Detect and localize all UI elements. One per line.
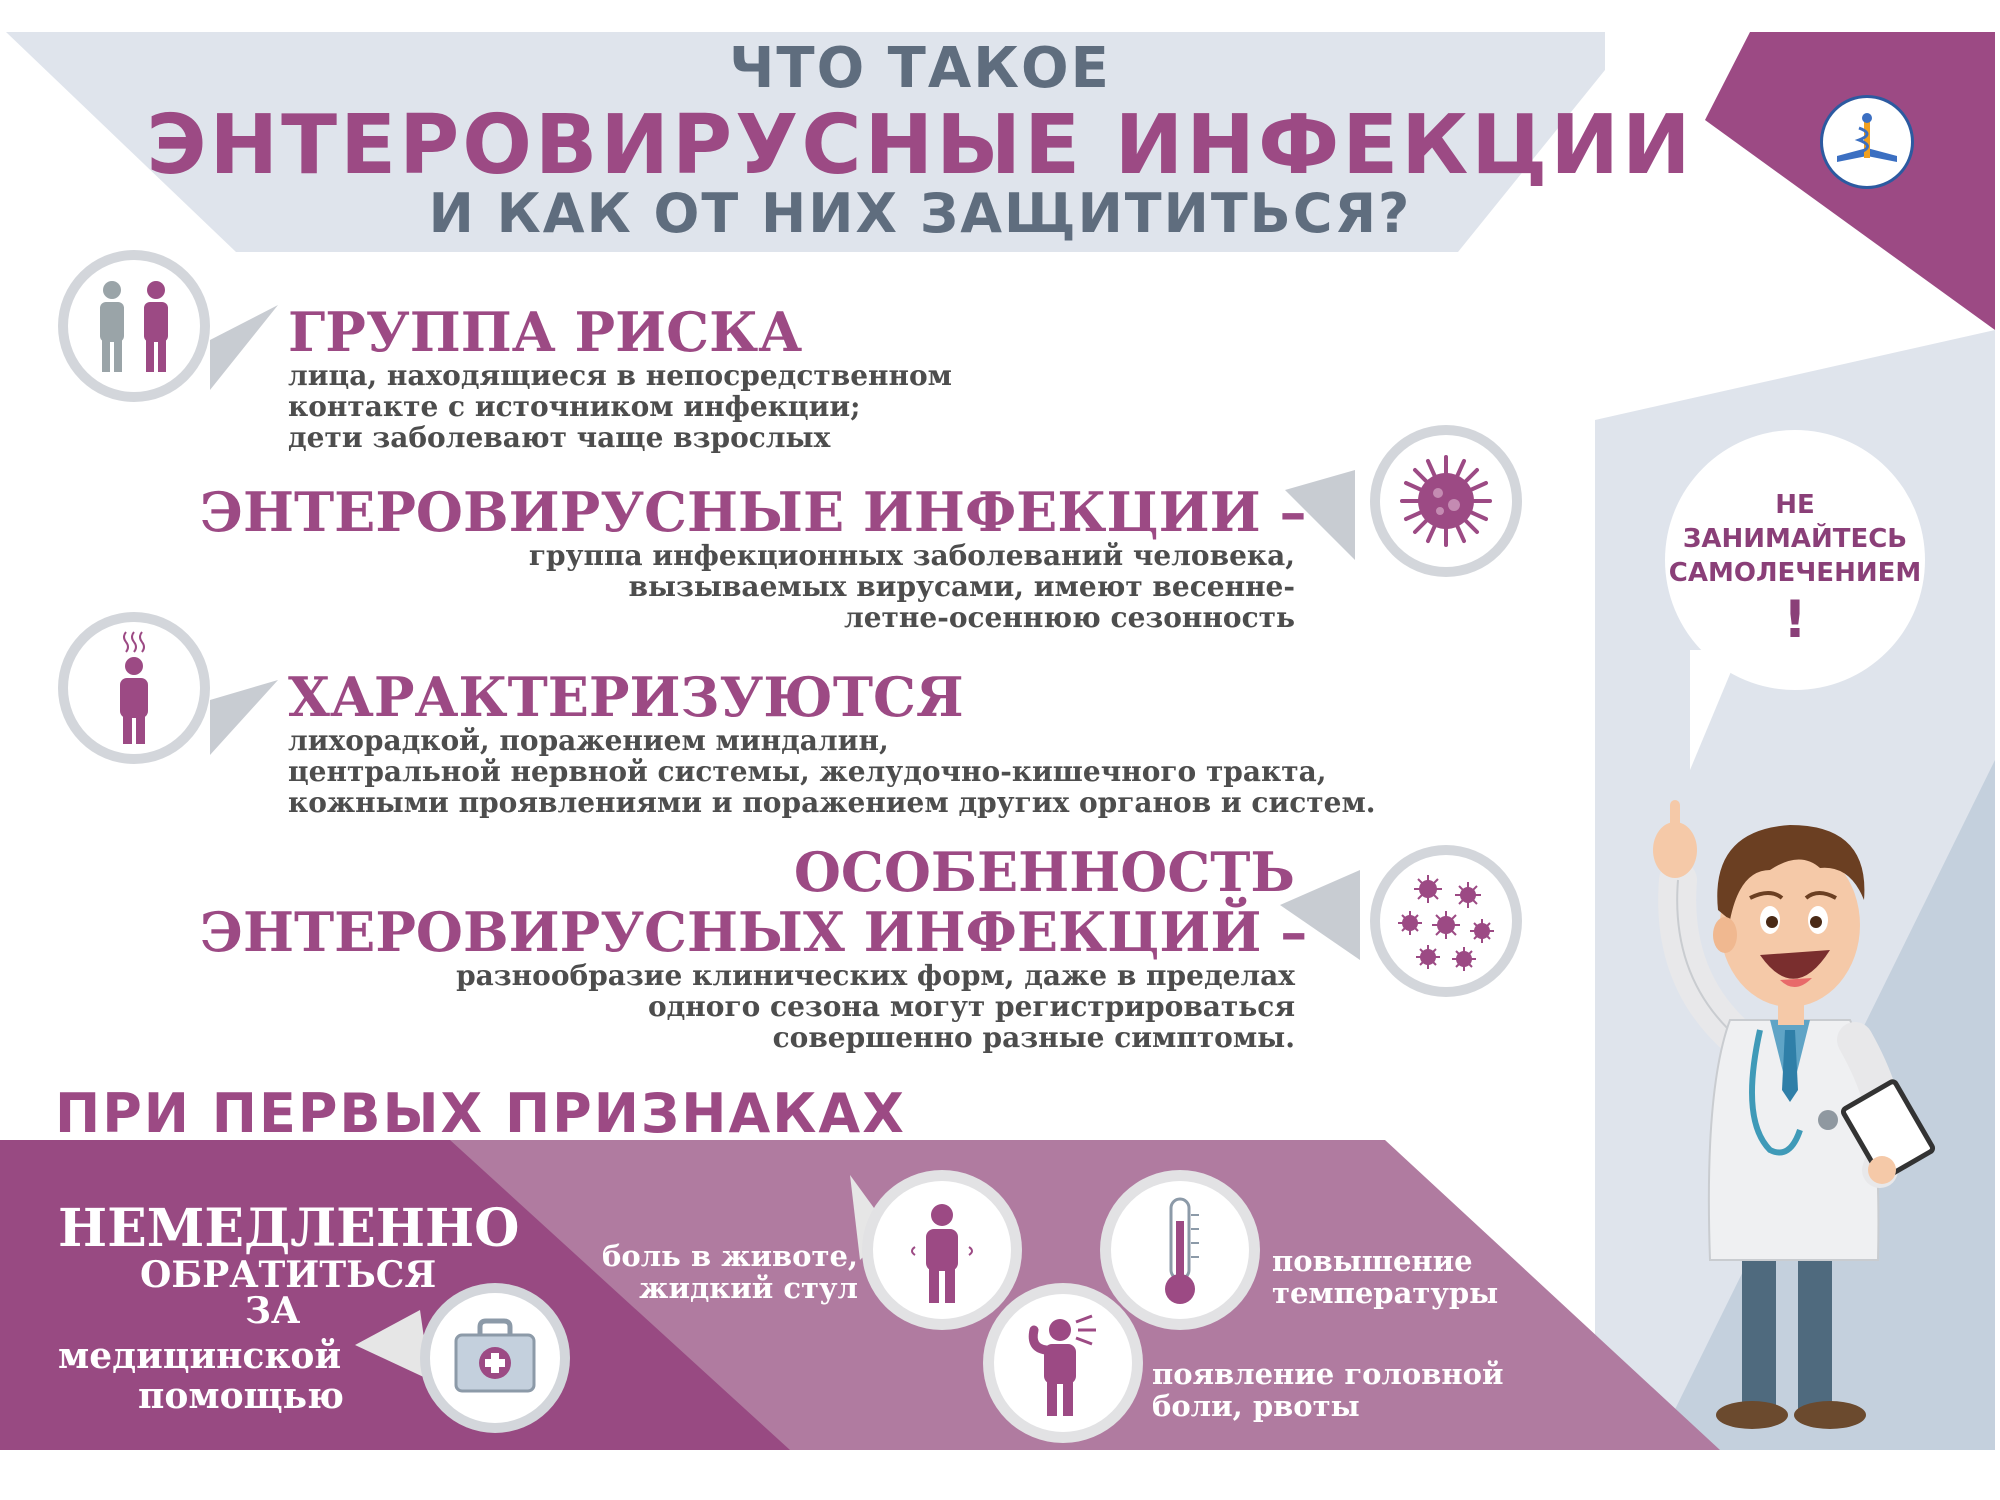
exclamation-mark: !: [1783, 590, 1807, 650]
text-line: дети заболевают чаще взрослых: [288, 421, 831, 454]
virus-icon-circle: [1370, 425, 1522, 577]
bubble-line: ЗАНИМАЙТЕСЬ: [1682, 524, 1908, 554]
characterized-text: [288, 725, 1376, 818]
text-line: разнообразие клинических форм, даже в пределах: [456, 959, 1295, 992]
title-line: ЭНТЕРОВИРУСНЫХ ИНФЕКЦИЙ –: [200, 900, 1308, 964]
virus-icon: [1380, 435, 1512, 567]
label-line: боль в животе,: [602, 1239, 858, 1273]
label-line: повышение: [1272, 1244, 1473, 1278]
people-icon: [68, 260, 200, 392]
doctor-illustration-icon: [1630, 790, 1970, 1450]
text-line: лица, находящиеся в непосредственном: [288, 359, 952, 392]
logo: [1820, 95, 1914, 189]
first-signs-title: ПРИ ПЕРВЫХ ПРИЗНАКАХ: [55, 1082, 906, 1145]
text-line: центральной нервной системы, желудочно-кишечного тракта,: [288, 755, 1327, 788]
bubble-line: САМОЛЕЧЕНИЕМ: [1668, 558, 1922, 588]
symptom-headache-label: [1152, 1358, 1503, 1422]
pointer-people: [210, 305, 278, 390]
section-title-enterovirus: ЭНТЕРОВИРУСНЫЕ ИНФЕКЦИИ –: [200, 480, 1307, 544]
stomach-ache-icon: [873, 1181, 1011, 1319]
bubble-line: НЕ: [1775, 490, 1815, 520]
header-line1: ЧТО ТАКОЕ: [729, 36, 1111, 101]
action-line-medical: медицинской: [58, 1335, 342, 1377]
action-line-help: помощью: [138, 1375, 344, 1417]
viruses-icon: [1380, 855, 1512, 987]
label-line: появление головной: [1152, 1357, 1504, 1391]
text-line: летне-осеннюю сезонность: [843, 601, 1295, 634]
section-title-feature: [200, 840, 1308, 964]
text-line: одного сезона могут регистрироваться: [647, 990, 1295, 1023]
header-line3: И КАК ОТ НИХ ЗАЩИТИТЬСЯ?: [428, 182, 1412, 245]
risk-group-text: [288, 360, 952, 453]
label-line: температуры: [1272, 1276, 1499, 1310]
header-title: ЭНТЕРОВИРУСНЫЕ ИНФЕКЦИИ: [146, 98, 1694, 193]
action-line-immediately: НЕМЕДЛЕННО: [58, 1198, 520, 1259]
action-line-contact: ОБРАТИТЬСЯ: [140, 1254, 437, 1296]
symptom-stomach-label: [560, 1240, 858, 1304]
label-line: боли, рвоты: [1152, 1389, 1360, 1423]
fever-person-icon-circle: [58, 612, 210, 764]
symptom-temperature-label: [1272, 1245, 1498, 1309]
label-line: жидкий стул: [639, 1271, 858, 1305]
text-line: кожными проявлениями и поражением других органов и систем.: [288, 786, 1376, 819]
text-line: совершенно разные симптомы.: [772, 1021, 1295, 1054]
headache-icon: [994, 1294, 1132, 1432]
section-title-characterized: ХАРАКТЕРИЗУЮТСЯ: [288, 665, 964, 729]
text-line: вызываемых вирусами, имеют весенне-: [628, 570, 1295, 603]
action-line-for: ЗА: [245, 1290, 301, 1332]
headache-circle: [983, 1283, 1143, 1443]
viruses-icon-circle: [1370, 845, 1522, 997]
enterovirus-text: [300, 540, 1295, 633]
speech-bubble-text: [1665, 488, 1925, 650]
pointer-fever: [210, 680, 278, 755]
logo-emblem-icon: [1823, 98, 1911, 186]
medical-kit-circle: [420, 1283, 570, 1433]
text-line: группа инфекционных заболеваний человека,: [528, 539, 1295, 572]
feature-text: [300, 960, 1295, 1053]
fever-person-icon: [68, 622, 200, 754]
text-line: контакте с источником инфекции;: [288, 390, 861, 423]
section-title-risk-group: ГРУППА РИСКА: [288, 300, 803, 364]
title-line: ОСОБЕННОСТЬ: [793, 840, 1295, 904]
text-line: лихорадкой, поражением миндалин,: [288, 724, 889, 757]
medical-kit-icon: [430, 1293, 560, 1423]
people-icon-circle: [58, 250, 210, 402]
